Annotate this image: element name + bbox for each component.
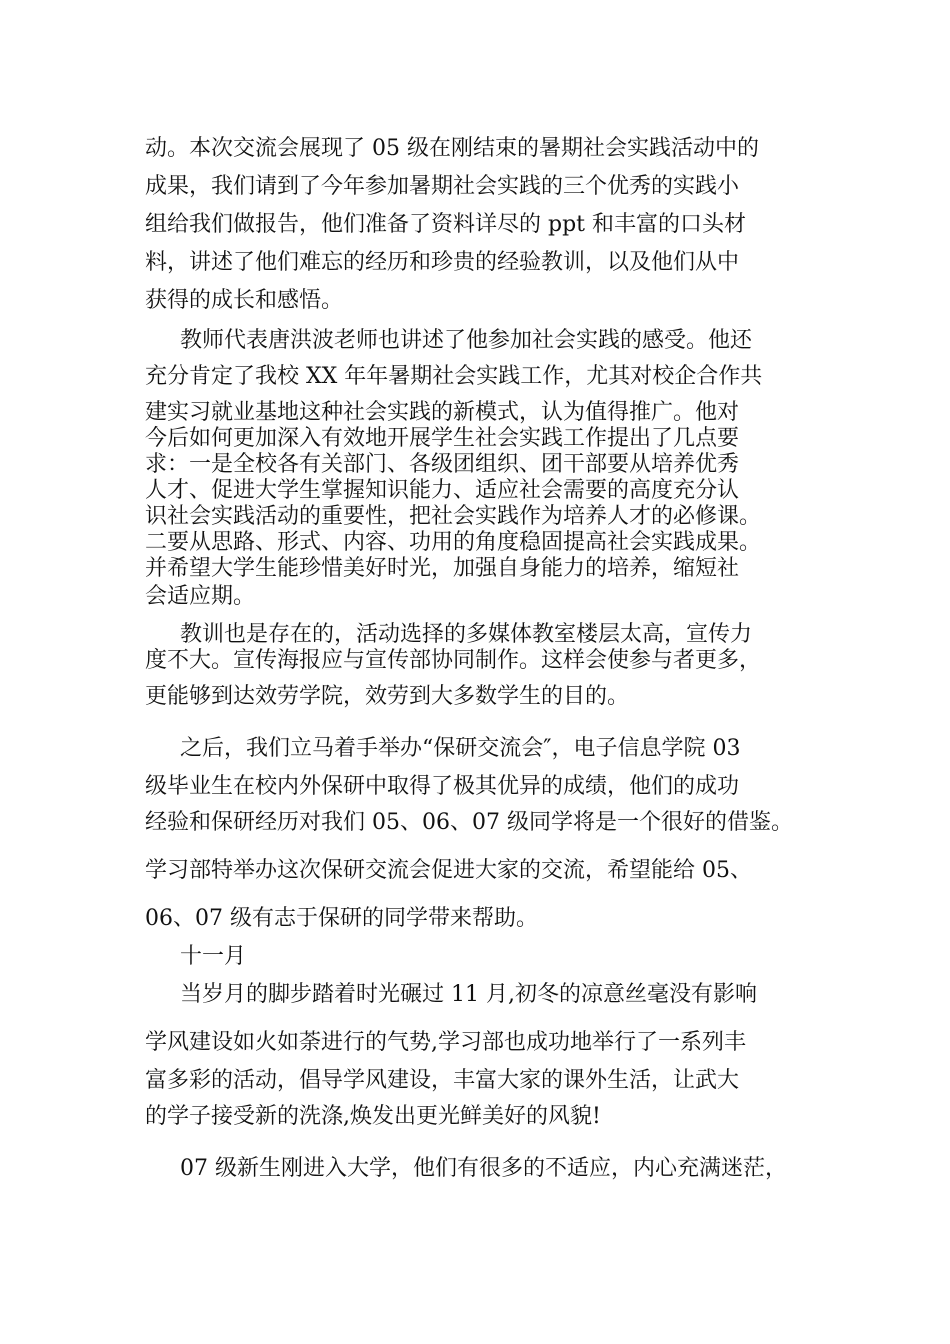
text-line: 获得的成长和感悟。 [145, 288, 344, 313]
text-line: 富多彩的活动，倡导学风建设，丰富大家的课外生活，让武大 [145, 1068, 740, 1093]
text-line: 二要从思路、形式、内容、功用的角度稳固提高社会实践成果。 [145, 530, 762, 555]
text-line: 成果，我们请到了今年参加暑期社会实践的三个优秀的实践小 [145, 174, 740, 199]
text-line: 会适应期。 [145, 584, 256, 609]
text-line: 并希望大学生能珍惜美好时光，加强自身能力的培养，缩短社 [145, 556, 740, 581]
text-line: 教师代表唐洪波老师也讲述了他参加社会实践的感受。他还 [180, 328, 753, 353]
text-line: 06、07 级有志于保研的同学带来帮助。 [145, 906, 538, 931]
text-line: 教训也是存在的，活动选择的多媒体教室楼层太高，宣传力 [180, 622, 753, 647]
text-line: 经验和保研经历对我们 05、06、07 级同学将是一个很好的借鉴。 [145, 810, 793, 835]
text-line: 07 级新生刚进入大学，他们有很多的不适应，内心充满迷茫， [180, 1156, 787, 1181]
text-line: 人才、促进大学生掌握知识能力、适应社会需要的高度充分认 [145, 478, 740, 503]
text-line: 今后如何更加深入有效地开展学生社会实践工作提出了几点要 [145, 426, 740, 451]
text-line: 级毕业生在校内外保研中取得了极其优异的成绩，他们的成功 [145, 774, 740, 799]
text-line: 求：一是全校各有关部门、各级团组织、团干部要从培养优秀 [145, 452, 740, 477]
text-line: 当岁月的脚步踏着时光碾过 11 月,初冬的凉意丝毫没有影响 [180, 982, 757, 1007]
text-line: 动。本次交流会展现了 05 级在刚结束的暑期社会实践活动中的 [145, 136, 759, 161]
text-line: 组给我们做报告，他们准备了资料详尽的 ppt 和丰富的口头材 [145, 212, 746, 237]
text-line: 建实习就业基地这种社会实践的新模式，认为值得推广。他对 [145, 400, 740, 425]
text-line: 学风建设如火如荼进行的气势,学习部也成功地举行了一系列丰 [145, 1030, 746, 1055]
text-line: 学习部特举办这次保研交流会促进大家的交流，希望能给 05、 [145, 858, 752, 883]
text-line: 识社会实践活动的重要性，把社会实践作为培养人才的必修课。 [145, 504, 762, 529]
text-line: 之后，我们立马着手举办“保研交流会″，电子信息学院 03 [180, 736, 741, 761]
text-line: 度不大。宣传海报应与宣传部协同制作。这样会使参与者更多， [145, 648, 762, 673]
text-line: 更能够到达效劳学院，效劳到大多数学生的目的。 [145, 684, 630, 709]
text-line: 料，讲述了他们难忘的经历和珍贵的经验教训，以及他们从中 [145, 250, 740, 275]
text-line: 充分肯定了我校 XX 年年暑期社会实践工作，尤其对校企合作共 [145, 364, 763, 389]
section-heading: 十一月 [180, 944, 247, 969]
text-line: 的学子接受新的洗涤,焕发出更光鲜美好的风貌! [145, 1104, 601, 1129]
